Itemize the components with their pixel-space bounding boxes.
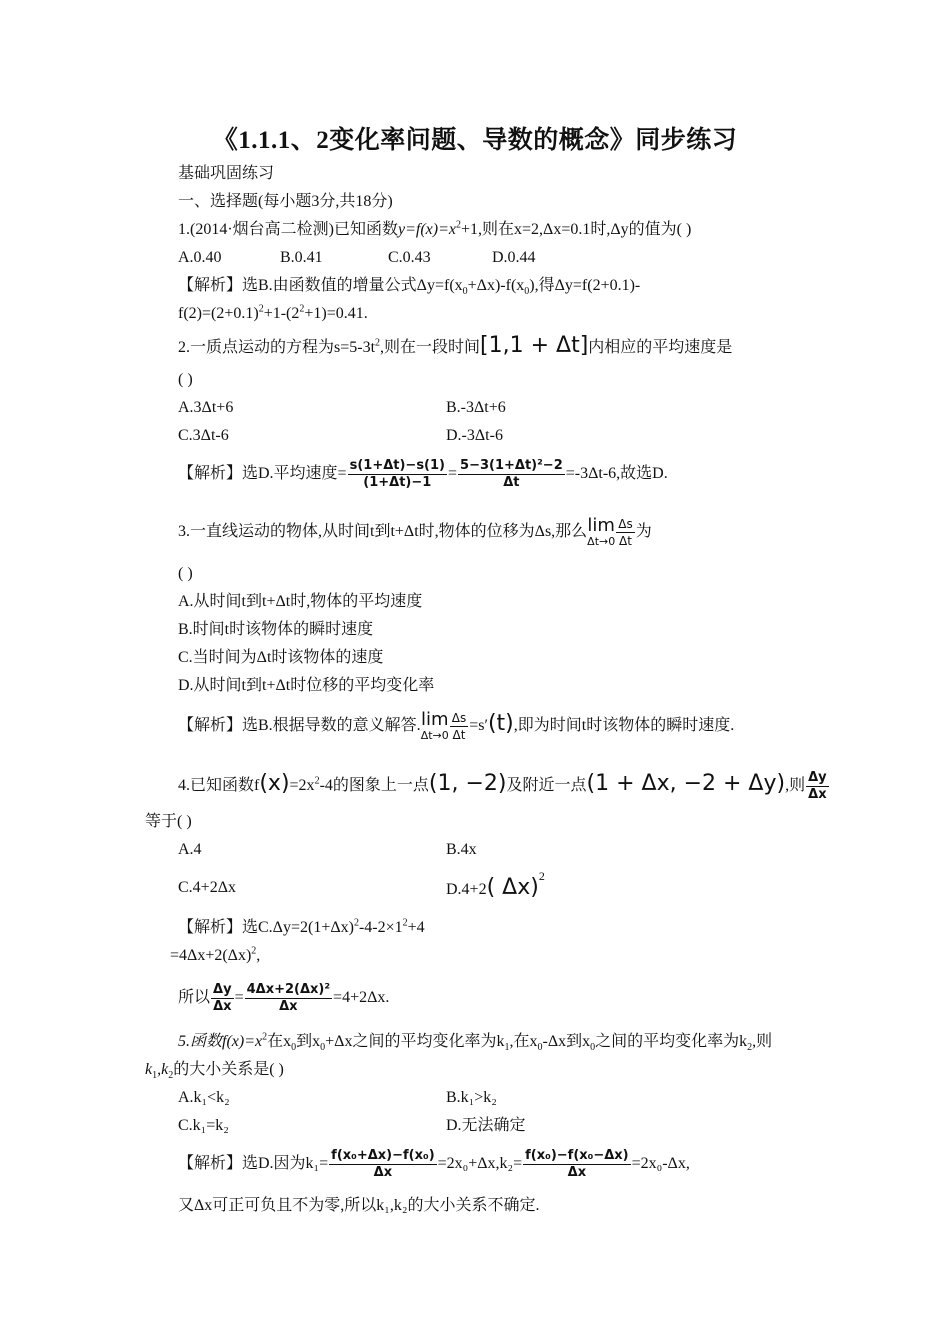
q5-solution-line1: 【解析】选D.因为k₁= $\frac{\text{f(x₀+Δx)−f(x₀)}}{\Delta x}$ =2x₀+Δx,k₂= $\frac{\text{f(x₀)−f(x₀−Δx)}}{\Delta x}$ =2x₀-Δx, [178,1147,690,1180]
q4-option-c: C.4+2Δx [178,879,236,896]
q1-stem: 1.(2014·烟台高二检测)已知函数$y=f(x)=x^2+1$,则在x=2,Δx=0.1时,Δy的值为( ) [178,219,692,238]
q2-option-b: B.-3Δt+6 [446,399,506,416]
q5-stem-line1: 5.函数$f(x)=x^2$在$x_0$到$x_0+\Delta x$之间的平均变化率为$k_1$,在$x_0-\Delta x$到$x_0$之间的平均变化率为$k_2$,则 [178,1031,773,1054]
q3-fraction: $\frac{\Delta s}{\Delta t}$ [618,516,633,548]
q3-option-d: D.从时间t到t+Δt时位移的平均变化率 [178,677,435,694]
part-heading: 一、选择题(每小题3分,共18分) [178,193,393,210]
q4-option-b: B.4x [446,841,477,858]
q3-option-b: B.时间t时该物体的瞬时速度 [178,621,374,638]
q1-solution-line2: $f(2)=(2+0.1)^2+1-(2^2+1)=0.41$. [178,303,368,322]
q4-fraction: $\frac{\Delta y}{\Delta x}$ [808,769,827,802]
section-heading: 基础巩固练习 [178,165,275,182]
q2-stem: 2.一质点运动的方程为$s=5-3t^2$,则在一段时间[1,1 + Δt]内相应的平均速度是 [178,333,733,358]
q5-solution-line2: 又Δx可正可负且不为零,所以k₁,k₂的大小关系不确定. [178,1197,540,1214]
q2-fraction-2: $\frac{\text{5−3(1+Δt)²−2}}{\Delta t}$ [460,457,563,490]
q4-option-a: A.4 [178,841,202,858]
q5-option-d: D.无法确定 [446,1117,526,1134]
q2-option-d: D.-3Δt-6 [446,427,503,444]
q3-solution: 【解析】选B.根据导数的意义解答. lim Δt→0 $\frac{\Delta s}{\Delta t}$ =s′(t),即为时间t时该物体的瞬时速度. [178,709,735,743]
q4-option-d: D.4+2( Δx)$^2$ [446,869,545,900]
q1-option-b: B.0.41 [280,249,323,266]
q4-solution-line2: $=4\Delta x+2(\Delta x)^2$, [170,945,261,964]
q3-option-c: C.当时间为Δt时该物体的速度 [178,649,384,666]
q5-option-a: A.k₁<k₂ [178,1089,230,1106]
q1-option-d: D.0.44 [492,249,536,266]
q2-option-c: C.3Δt-6 [178,427,229,444]
q1-option-a: A.0.40 [178,249,222,266]
q5-option-c: C.k₁=k₂ [178,1117,229,1134]
q4-continuation: 等于( ) [145,813,192,830]
q5-option-b: B.k₁>k₂ [446,1089,497,1106]
q2-solution: 【解析】选D.平均速度= $\frac{s(1+\Delta t)-s(1)}{(1+\Delta t)-1}$ = $\frac{\text{5−3(1+Δt)²−2}}{\Delta t}$ =-3Δt-6,故选D. [178,457,668,490]
q2-answer-paren: ( ) [178,371,193,388]
q4-stem: 4.已知函数$f(x)=2x^2-4$的图象上一点(1, −2)及附近一点(1 + Δx, −2 + Δy),则 $\frac{\Delta y}{\Delta x}$ [178,769,827,802]
q3-stem: 3.一直线运动的物体,从时间t到t+Δt时,物体的位移为Δs,那么 lim Δt→0 $\frac{\Delta s}{\Delta t}$ 为 [178,515,652,549]
q3-answer-paren: ( ) [178,565,193,582]
q3-limit: lim Δt→0 [587,515,616,549]
q5-stem-line2: $k_1,k_2$的大小关系是( ) [145,1061,284,1082]
q4-solution-line3: 所以 $\frac{\Delta y}{\Delta x}$ = $\frac{\text{4Δx+2(Δx)²}}{\Delta x}$ =4+2Δx. [178,981,390,1014]
q1-option-c: C.0.43 [388,249,431,266]
q2-option-a: A.3Δt+6 [178,399,234,416]
q1-solution-line1: 【解析】选B.由函数值的增量公式$\Delta y=f(x_0+\Delta x)-f(x_0)$,得Δy=f(2+0.1)- [178,277,641,298]
q4-solution-line1: 【解析】选$C.\Delta y=2(1+\Delta x)^2-4-2\times 1^2+4$ [178,917,425,936]
q2-fraction-1: $\frac{s(1+\Delta t)-s(1)}{(1+\Delta t)-1}$ [349,457,445,490]
page-title: 《1.1.1、2变化率问题、导数的概念》同步练习 [212,127,738,154]
q3-option-a: A.从时间t到t+Δt时,物体的平均速度 [178,593,423,610]
